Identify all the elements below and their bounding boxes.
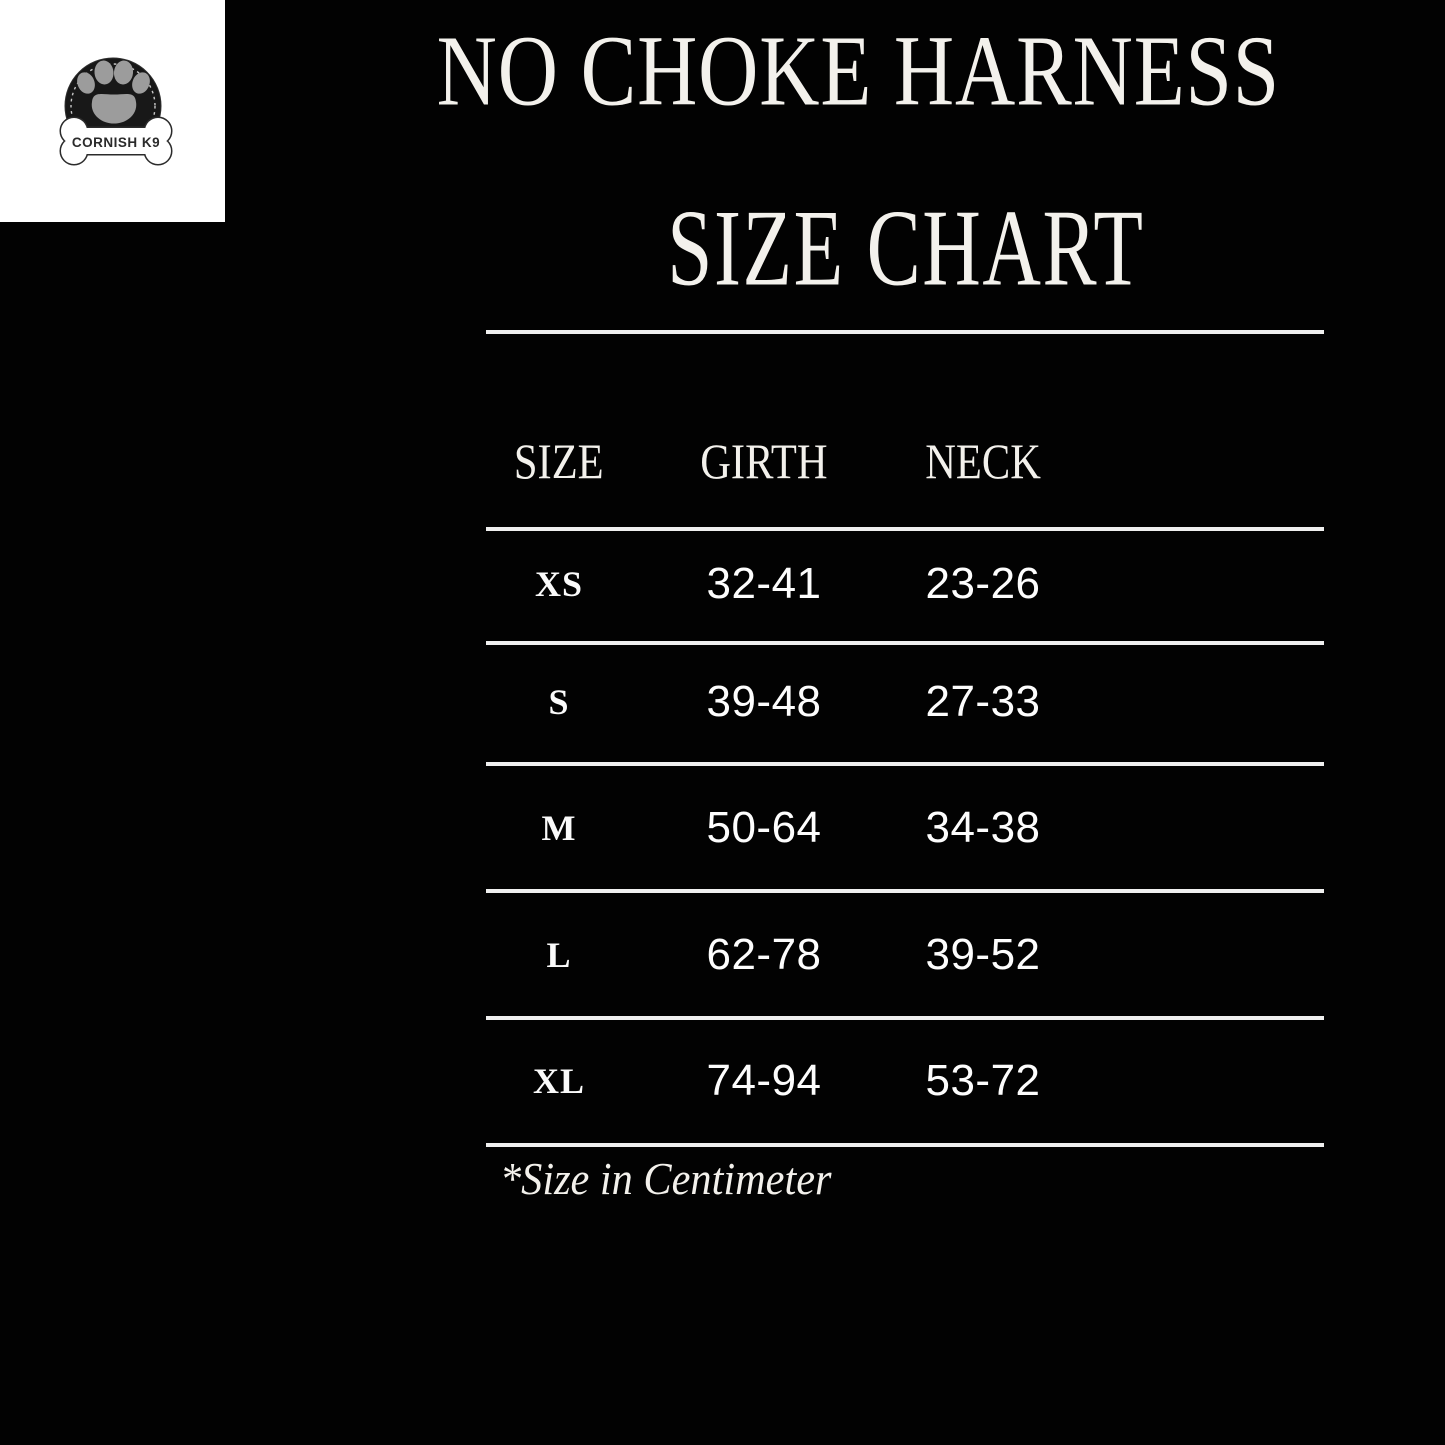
- table-divider: [486, 641, 1324, 645]
- brand-logo: [0, 0, 225, 222]
- neck-cell: 27-33: [925, 677, 1041, 726]
- girth-cell: 74-94: [706, 1056, 822, 1105]
- table-row-l: [486, 923, 1324, 987]
- girth-cell: 39-48: [706, 677, 822, 726]
- table-divider: [486, 762, 1324, 766]
- table-divider: [486, 527, 1324, 531]
- size-cell: S: [548, 682, 570, 722]
- size-cell: XS: [534, 564, 584, 604]
- girth-cell: 32-41: [706, 559, 822, 608]
- table-row-xs: [486, 552, 1324, 616]
- table-row-s: [486, 670, 1324, 734]
- neck-cell: 39-52: [925, 930, 1041, 979]
- table-divider-bottom: [486, 1143, 1324, 1147]
- column-header-neck: NECK: [925, 433, 1041, 489]
- table-row-m: [486, 796, 1324, 860]
- neck-cell: 53-72: [925, 1056, 1041, 1105]
- column-header-girth: GIRTH: [700, 433, 828, 489]
- table-divider: [486, 889, 1324, 893]
- size-cell: M: [541, 808, 577, 848]
- neck-cell: 23-26: [925, 559, 1041, 608]
- footnote-text: *Size in Centimeter: [500, 1153, 832, 1204]
- size-cell: XL: [532, 1061, 585, 1101]
- footnote: [500, 1154, 860, 1204]
- page-subtitle-text: SIZE CHART: [667, 188, 1145, 309]
- table-header-row: [486, 429, 1324, 493]
- page-title-text: NO CHOKE HARNESS: [436, 14, 1281, 127]
- table-divider-top: [486, 330, 1324, 334]
- column-header-size: SIZE: [514, 433, 604, 489]
- girth-cell: 62-78: [706, 930, 822, 979]
- neck-cell: 34-38: [925, 803, 1041, 852]
- table-divider: [486, 1016, 1324, 1020]
- size-cell: L: [546, 935, 572, 975]
- girth-cell: 50-64: [706, 803, 822, 852]
- brand-name: CORNISH K9: [71, 135, 161, 150]
- table-row-xl: [486, 1049, 1324, 1113]
- page-subtitle: [490, 188, 1322, 309]
- page-title: [368, 14, 1281, 127]
- brand-logo-badge: [0, 0, 225, 222]
